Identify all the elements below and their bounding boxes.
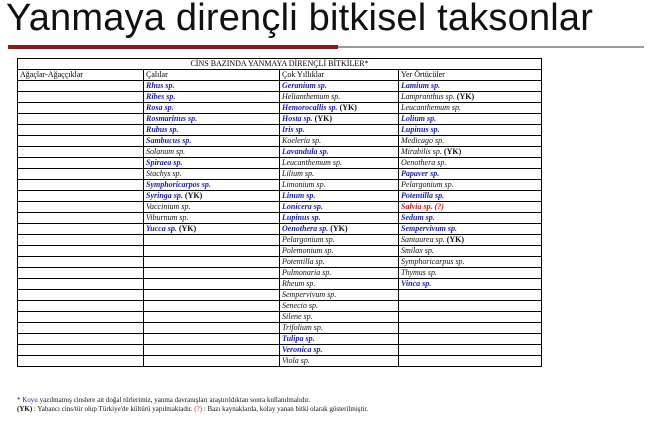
table-row bbox=[18, 103, 542, 114]
table-cell-groundcovers bbox=[399, 158, 542, 169]
table-row bbox=[18, 301, 542, 312]
table-cell-trees bbox=[18, 334, 144, 345]
table-cell-trees bbox=[18, 202, 144, 213]
table-cell-shrubs bbox=[144, 224, 280, 235]
table-cell-groundcovers bbox=[399, 224, 542, 235]
table-cell-trees bbox=[18, 290, 144, 301]
plant-name: Pelargonium sp. bbox=[282, 235, 335, 244]
table-cell-trees bbox=[18, 246, 144, 257]
table-cell-trees bbox=[18, 279, 144, 290]
foreign-taxon-badge: (YK) bbox=[314, 114, 332, 123]
plant-name: Stachys sp. bbox=[146, 169, 182, 178]
table-cell-trees bbox=[18, 125, 144, 136]
table-cell-trees bbox=[18, 191, 144, 202]
table-cell-perennials bbox=[280, 323, 399, 334]
table-cell-perennials bbox=[280, 169, 399, 180]
table-cell-perennials bbox=[280, 334, 399, 345]
column-header-perennials: Çok Yıllıklar bbox=[280, 70, 399, 81]
plant-name: Rheum sp. bbox=[282, 279, 316, 288]
plant-name: Geranium sp. bbox=[282, 81, 327, 90]
table-cell-trees bbox=[18, 312, 144, 323]
table-cell-groundcovers bbox=[399, 191, 542, 202]
column-header-shrubs: Çalılar bbox=[144, 70, 280, 81]
column-header-groundcovers: Yer Örtücüler bbox=[399, 70, 542, 81]
table-cell-perennials bbox=[280, 257, 399, 268]
table-cell-groundcovers bbox=[399, 213, 542, 224]
footnote-star: * bbox=[17, 396, 21, 404]
table-cell-shrubs bbox=[144, 235, 280, 246]
table-cell-shrubs bbox=[144, 213, 280, 224]
plant-name: Viola sp. bbox=[282, 356, 310, 365]
table-cell-shrubs bbox=[144, 345, 280, 356]
table-cell-perennials bbox=[280, 103, 399, 114]
footnote-2-text-a: : Yabancı cins/tür olup Türkiye'de kültürü yapılmaktadır. bbox=[33, 405, 193, 413]
plant-name: Silene sp. bbox=[282, 312, 313, 321]
table-cell-perennials bbox=[280, 114, 399, 125]
plant-name: Symphoricarpos sp. bbox=[146, 180, 211, 189]
table-cell-perennials bbox=[280, 235, 399, 246]
table-row bbox=[18, 290, 542, 301]
table-cell-groundcovers bbox=[399, 290, 542, 301]
table-row bbox=[18, 213, 542, 224]
plant-name: Vaccinium sp. bbox=[146, 202, 191, 211]
table-cell-perennials bbox=[280, 147, 399, 158]
plant-name: Oenothera sp. bbox=[282, 224, 329, 233]
foreign-taxon-badge: (YK) bbox=[456, 92, 475, 101]
footnote-question: (?) bbox=[194, 405, 203, 413]
table-cell-trees bbox=[18, 81, 144, 92]
table-row bbox=[18, 180, 542, 191]
table-cell-perennials bbox=[280, 356, 399, 367]
table-cell-groundcovers bbox=[399, 114, 542, 125]
table-cell-trees bbox=[18, 301, 144, 312]
table-row bbox=[18, 345, 542, 356]
plant-name: Hemorocallis sp. bbox=[282, 103, 338, 112]
table-row bbox=[18, 147, 542, 158]
table-row bbox=[18, 312, 542, 323]
table-cell-perennials bbox=[280, 180, 399, 191]
table-cell-shrubs bbox=[144, 191, 280, 202]
table-cell-trees bbox=[18, 92, 144, 103]
plant-name: Rosmarinus sp. bbox=[146, 114, 198, 123]
table-row bbox=[18, 158, 542, 169]
foreign-taxon-badge: (YK) bbox=[446, 235, 465, 244]
table-cell-perennials bbox=[280, 92, 399, 103]
table-title: CİNS BAZINDA YANMAYA DİRENÇLİ BİTKİLER* bbox=[18, 59, 542, 70]
table-row bbox=[18, 125, 542, 136]
plant-name: Linum sp. bbox=[282, 191, 316, 200]
table-cell-perennials bbox=[280, 312, 399, 323]
table-cell-perennials bbox=[280, 202, 399, 213]
table-cell-trees bbox=[18, 136, 144, 147]
table-cell-groundcovers bbox=[399, 356, 542, 367]
table-cell-trees bbox=[18, 235, 144, 246]
table-cell-shrubs bbox=[144, 158, 280, 169]
plant-name: Solanum sp. bbox=[146, 147, 186, 156]
table-cell-groundcovers bbox=[399, 312, 542, 323]
plant-name: Pelargonium sp. bbox=[401, 180, 454, 189]
table-cell-shrubs bbox=[144, 81, 280, 92]
plant-name: Mirabilis sp. bbox=[401, 147, 442, 156]
table-cell-shrubs bbox=[144, 136, 280, 147]
table-row bbox=[18, 268, 542, 279]
table-cell-trees bbox=[18, 268, 144, 279]
table-cell-perennials bbox=[280, 125, 399, 136]
table-cell-shrubs bbox=[144, 147, 280, 158]
table-cell-shrubs bbox=[144, 356, 280, 367]
plant-name: Ribes sp. bbox=[146, 92, 176, 101]
footnote-1-text: yazılmamış cinslere ait doğal türlerimiz, yanma davranışları araştırıldıktan sonra kullanılmalıdır. bbox=[39, 396, 310, 404]
plant-name: Lonicera sp. bbox=[282, 202, 323, 211]
table-cell-perennials bbox=[280, 191, 399, 202]
table-cell-shrubs bbox=[144, 257, 280, 268]
footnote-2-text-b: : Bazı kaynaklarda, kolay yanan bitki olarak gösterilmiştir. bbox=[203, 405, 369, 413]
plant-name: Limonium sp. bbox=[282, 180, 326, 189]
foreign-taxon-badge: (YK) bbox=[178, 224, 197, 233]
plant-name: Trifolium sp. bbox=[282, 323, 323, 332]
table-cell-groundcovers bbox=[399, 81, 542, 92]
table-cell-perennials bbox=[280, 290, 399, 301]
table-cell-perennials bbox=[280, 136, 399, 147]
plant-name: Sempervivum sp. bbox=[282, 290, 337, 299]
table-cell-groundcovers bbox=[399, 92, 542, 103]
plant-name: Lampranthus sp. bbox=[401, 92, 455, 101]
table-cell-groundcovers bbox=[399, 125, 542, 136]
plant-name: Smilax sp. bbox=[401, 246, 434, 255]
table-cell-shrubs bbox=[144, 323, 280, 334]
plant-name: Viburnum sp. bbox=[146, 213, 189, 222]
plant-name: Lavandula sp. bbox=[282, 147, 329, 156]
plant-name: Rosa sp. bbox=[146, 103, 174, 112]
table-cell-shrubs bbox=[144, 103, 280, 114]
table-row bbox=[18, 334, 542, 345]
table-cell-groundcovers bbox=[399, 235, 542, 246]
table-cell-perennials bbox=[280, 81, 399, 92]
table-row bbox=[18, 257, 542, 268]
table-row bbox=[18, 235, 542, 246]
table-cell-groundcovers bbox=[399, 103, 542, 114]
plant-name: Pulmonaria sp. bbox=[282, 268, 332, 277]
plant-name: Sempervivum sp. bbox=[401, 224, 457, 233]
plant-name: Tulipa sp. bbox=[282, 334, 315, 343]
table-row bbox=[18, 169, 542, 180]
table-cell-shrubs bbox=[144, 279, 280, 290]
plant-name: Vinca sp. bbox=[401, 279, 432, 288]
slide-title: Yanmaya dirençli bitkisel taksonlar bbox=[6, 0, 594, 39]
table-cell-groundcovers bbox=[399, 268, 542, 279]
table-row bbox=[18, 114, 542, 125]
table-cell-trees bbox=[18, 345, 144, 356]
table-cell-trees bbox=[18, 213, 144, 224]
foreign-taxon-badge: (YK) bbox=[184, 191, 203, 200]
plant-name: Yucca sp. bbox=[146, 224, 177, 233]
table-cell-shrubs bbox=[144, 268, 280, 279]
plant-name: Symphoricarpus sp. bbox=[401, 257, 465, 266]
table-cell-trees bbox=[18, 158, 144, 169]
table-cell-groundcovers bbox=[399, 246, 542, 257]
table-row bbox=[18, 191, 542, 202]
plant-name: Veronica sp. bbox=[282, 345, 323, 354]
table-row bbox=[18, 246, 542, 257]
footnote-blue-word: Koyu bbox=[22, 396, 38, 404]
table-cell-trees bbox=[18, 169, 144, 180]
plant-name: Syringa sp. bbox=[146, 191, 183, 200]
table-cell-groundcovers bbox=[399, 301, 542, 312]
plant-name: Salvia sp. (?) bbox=[401, 202, 444, 211]
table-cell-shrubs bbox=[144, 202, 280, 213]
foreign-taxon-badge: (YK) bbox=[443, 147, 462, 156]
table-row bbox=[18, 323, 542, 334]
table-cell-trees bbox=[18, 103, 144, 114]
foreign-taxon-badge: (YK) bbox=[339, 103, 357, 112]
plant-name: Papaver sp. bbox=[401, 169, 440, 178]
table-row bbox=[18, 202, 542, 213]
title-underline-accent bbox=[8, 45, 338, 49]
plant-name: Thymus sp. bbox=[401, 268, 438, 277]
table-cell-groundcovers bbox=[399, 169, 542, 180]
table-cell-trees bbox=[18, 147, 144, 158]
table-cell-shrubs bbox=[144, 92, 280, 103]
plant-name: Leucanthemum sp. bbox=[282, 158, 342, 167]
table-cell-perennials bbox=[280, 246, 399, 257]
column-header-trees: Ağaçlar-Ağaççıklar bbox=[18, 70, 144, 81]
table-cell-perennials bbox=[280, 213, 399, 224]
plant-name: Lupinus sp. bbox=[401, 125, 440, 134]
plant-name: Sambucus sp. bbox=[146, 136, 192, 145]
table-cell-perennials bbox=[280, 345, 399, 356]
plant-name: Rubus sp. bbox=[146, 125, 179, 134]
table-cell-shrubs bbox=[144, 334, 280, 345]
table-cell-trees bbox=[18, 114, 144, 125]
plant-name: Sedum sp. bbox=[401, 213, 435, 222]
plant-name: Potentilla sp. bbox=[282, 257, 325, 266]
table-cell-shrubs bbox=[144, 169, 280, 180]
table-cell-perennials bbox=[280, 279, 399, 290]
table-cell-trees bbox=[18, 323, 144, 334]
table-cell-trees bbox=[18, 180, 144, 191]
plant-table bbox=[17, 58, 542, 367]
footnote-2 bbox=[17, 405, 637, 413]
plant-name: Lilium sp. bbox=[282, 169, 315, 178]
table-cell-groundcovers bbox=[399, 180, 542, 191]
table-cell-shrubs bbox=[144, 125, 280, 136]
table-cell-groundcovers bbox=[399, 136, 542, 147]
table-row bbox=[18, 81, 542, 92]
table-cell-shrubs bbox=[144, 301, 280, 312]
plant-name: Iris sp. bbox=[282, 125, 305, 134]
table-cell-perennials bbox=[280, 301, 399, 312]
table-cell-groundcovers bbox=[399, 202, 542, 213]
table-cell-groundcovers bbox=[399, 334, 542, 345]
table-cell-shrubs bbox=[144, 246, 280, 257]
footnote-1 bbox=[17, 396, 637, 404]
table-row bbox=[18, 279, 542, 290]
plant-name: Koeleria sp. bbox=[282, 136, 322, 145]
table-cell-perennials bbox=[280, 224, 399, 235]
plant-name: Senecio sp. bbox=[282, 301, 318, 310]
plant-name: Leucanthemum sp. bbox=[401, 103, 461, 112]
table-cell-perennials bbox=[280, 158, 399, 169]
title-underline bbox=[338, 46, 644, 48]
table-cell-groundcovers bbox=[399, 279, 542, 290]
table-row bbox=[18, 92, 542, 103]
table-cell-groundcovers bbox=[399, 323, 542, 334]
plant-name: Helianthemum sp. bbox=[282, 92, 341, 101]
foreign-taxon-badge: (YK) bbox=[330, 224, 348, 233]
table-cell-shrubs bbox=[144, 312, 280, 323]
table-row bbox=[18, 224, 542, 235]
table-cell-shrubs bbox=[144, 290, 280, 301]
table-row bbox=[18, 356, 542, 367]
plant-name: Lolium sp. bbox=[401, 114, 437, 123]
plant-name: Lupinus sp. bbox=[282, 213, 321, 222]
plant-name: Potentilla sp. bbox=[401, 191, 445, 200]
table-cell-trees bbox=[18, 356, 144, 367]
plant-name: Medicago sp. bbox=[401, 136, 445, 145]
plant-name: Rhus sp. bbox=[146, 81, 175, 90]
plant-name: Santaurea sp. bbox=[401, 235, 445, 244]
table-cell-shrubs bbox=[144, 180, 280, 191]
plant-name: Hosta sp. bbox=[282, 114, 313, 123]
plant-name: Spiraea sp. bbox=[146, 158, 183, 167]
plant-name: Polemonium sp. bbox=[282, 246, 334, 255]
table-row bbox=[18, 136, 542, 147]
table-cell-groundcovers bbox=[399, 345, 542, 356]
table-cell-trees bbox=[18, 257, 144, 268]
table-cell-groundcovers bbox=[399, 257, 542, 268]
table-cell-perennials bbox=[280, 268, 399, 279]
table-cell-shrubs bbox=[144, 114, 280, 125]
table-cell-trees bbox=[18, 224, 144, 235]
table-cell-groundcovers bbox=[399, 147, 542, 158]
plant-name: Lamium sp. bbox=[401, 81, 441, 90]
plant-name: Oenothera sp. bbox=[401, 158, 447, 167]
footnote-yk: (YK) bbox=[17, 405, 33, 413]
table-body bbox=[18, 81, 542, 367]
